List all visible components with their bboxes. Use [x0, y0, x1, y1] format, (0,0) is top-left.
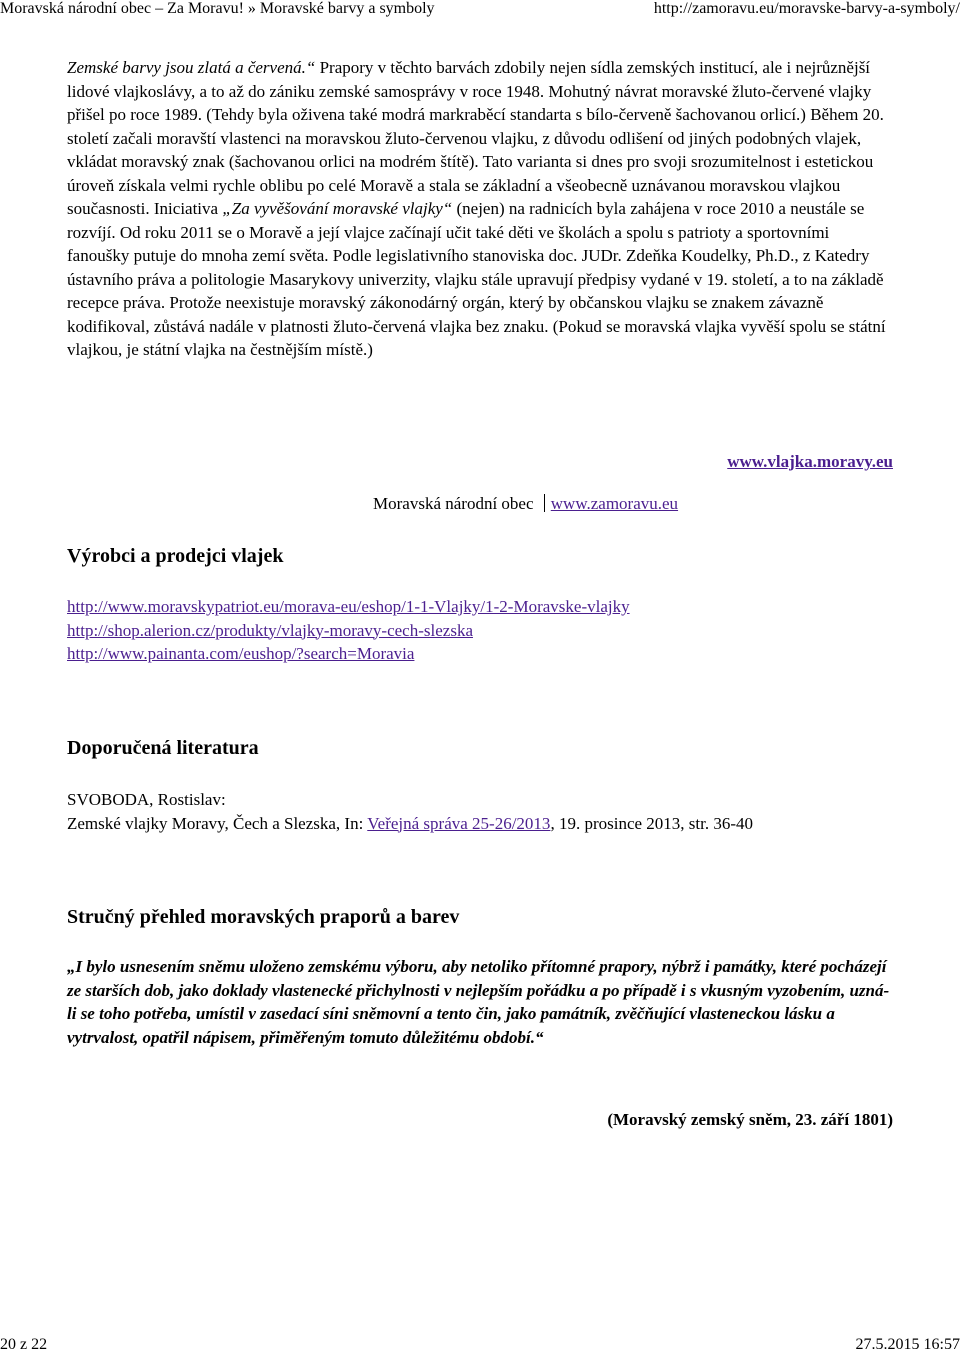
- citation-suffix: , 19. prosince 2013, str. 36-40: [550, 813, 754, 833]
- paragraph-sentence-1: Prapory v těchto barvách zdobily nejen sídla zemských institucí, ale i nejrůznější lidové vlajkoslávy, a to až do zániku zemské samosprávy v roce 1948. Mohutný návrat moravské žluto-červené vlajky přišel po roce 1989.: [67, 58, 872, 124]
- mno-label: Moravská národní obec: [373, 494, 534, 513]
- literature-citation: [67, 812, 753, 836]
- citation-prefix: Zemské vlajky Moravy, Čech a Slezska, In:: [67, 813, 368, 833]
- page-header-title: Moravská národní obec – Za Moravu! » Moravské barvy a symboly: [0, 0, 435, 17]
- paragraph-sentence-2: (Tehdy byla oživena také modrá markraběcí standarta s bílo-červeně šachovanou orlicí.) Během 20. století začali moravští vlastenci na moravskou žluto-červenou vlajku, z důvodu odlišení od jiných podobných vlajek, vkládat moravský znak (šachovanou orlici na modrém štítě).: [67, 105, 884, 171]
- main-paragraph: [67, 56, 893, 362]
- literature-heading: Doporučená literatura: [67, 737, 259, 759]
- paragraph-sentence-4: (nejen) na radnicích byla zahájena v roce 2010 a neustále se rozvíjí. Od roku 2011 se o Moravě a její vlajce začínají učit také děti ve školách a spolu s patrioty a sportovními fanoušky putuje do mnoha zemí světa. Podle legislativního stanoviska doc. JUDr. Zdeňka Koudelky, Ph.D., z Katedry ústavního práva a politologie Masarykovy univerzity, vlajku stále upravují předpisy vydané v 19. století, a to na základě recepce práva. Protože neexistuje moravský zákonodárný orgán, který by občanskou vlajku se znakem závazně kodifikoval, zůstává nadále v platnosti žluto-červená vlajka bez znaku. (Pokud se moravská vlajka vyvěší spolu se státní vlajkou, je státní vlajka na čestnějším místě.): [67, 199, 886, 359]
- literature-entry: [67, 788, 753, 835]
- page-counter: 20 z 22: [0, 1336, 48, 1353]
- zamoravu-link[interactable]: www.zamoravu.eu: [550, 494, 679, 513]
- painanta-link[interactable]: http://www.painanta.com/eushop/?search=Moravia: [67, 644, 415, 663]
- alerion-link[interactable]: http://shop.alerion.cz/produkty/vlajky-moravy-cech-slezska: [67, 620, 473, 640]
- vlajka-moravy-link[interactable]: www.vlajka.moravy.eu: [727, 452, 893, 471]
- intro-italic: Zemské barvy jsou zlatá a červená.“: [67, 58, 316, 77]
- moravskypatriot-link[interactable]: http://www.moravskypatriot.eu/morava-eu/eshop/1-1-Vlajky/1-2-Moravske-vlajky: [67, 597, 630, 616]
- makers-links: [67, 595, 630, 666]
- makers-heading: Výrobci a prodejci vlajek: [67, 545, 284, 567]
- print-datetime: 27.5.2015 16:57: [855, 1336, 960, 1353]
- mno-separator: [544, 494, 545, 512]
- verejna-sprava-link[interactable]: Veřejná správa 25-26/2013: [367, 813, 551, 833]
- mno-line: [373, 494, 678, 514]
- quote-source: (Moravský zemský sněm, 23. září 1801): [607, 1110, 893, 1129]
- paragraph-sentence-3: Tato varianta si dnes pro svoji srozumitelnost i estetickou úroveň získala velmi rychle oblibu po celé Moravě a stala se základní a všeobecně uznávanou moravskou vlajkou současnosti. Iniciativa: [67, 152, 874, 218]
- page-header-url: http://zamoravu.eu/moravske-barvy-a-symboly/: [653, 0, 960, 17]
- overview-heading: Stručný přehled moravských praporů a barev: [67, 906, 460, 928]
- overview-quote: „I bylo usnesením sněmu uloženo zemskému výboru, aby netoliko přítomné prapory, nýbrž i památky, které pocházejí ze starších dob, jako doklady vlastenecké přichylnosti v nejlepším pořádku a po případě i s vkusným vyzobením, uzná-li se toho potřeba, umístil v zasedací síni sněmovní a tento čin, jako památník, zvěčňující vlasteneckou lásku a vytrvalost, opatřil nápisem, přiměřeným tomuto důležitému období.“: [67, 957, 890, 1047]
- initiative-italic: „Za vyvěšování moravské vlajky“: [222, 199, 453, 218]
- literature-author: SVOBODA, Rostislav:: [67, 790, 226, 809]
